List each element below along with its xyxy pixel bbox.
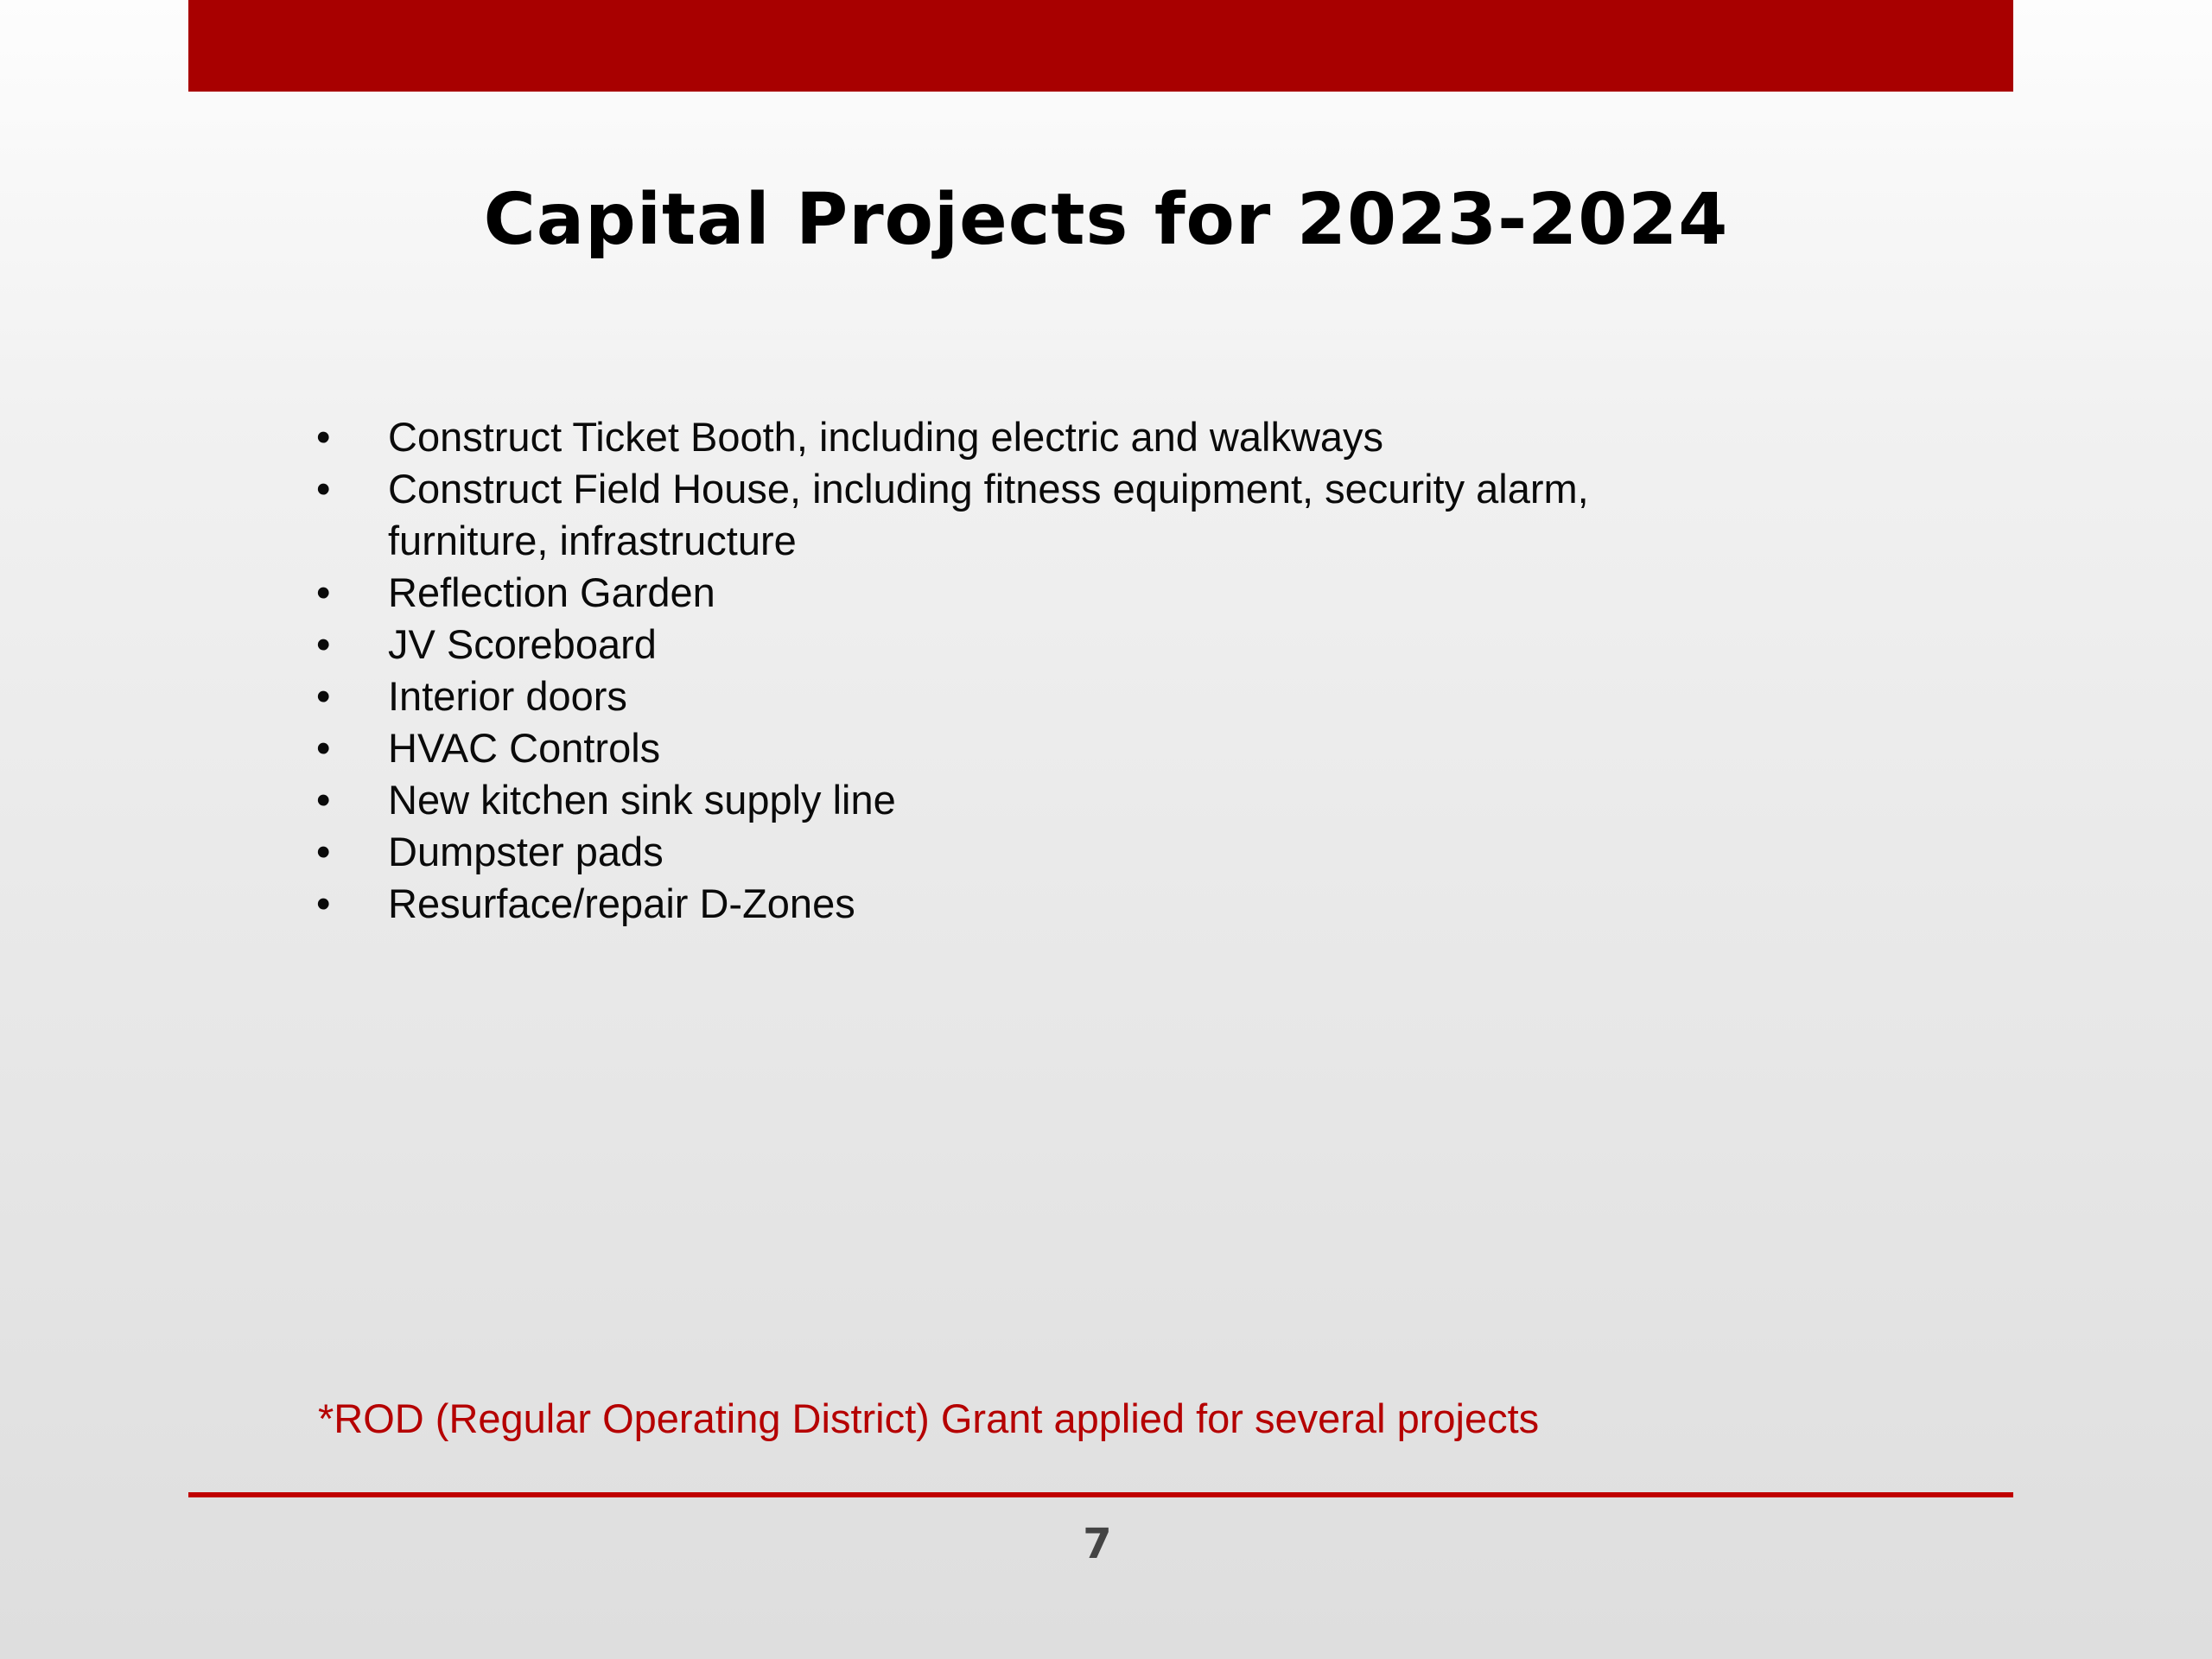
list-item-text: Resurface/repair D-Zones (388, 880, 855, 926)
page-number: 7 (1083, 1520, 1112, 1568)
list-item-text: Dumpster pads (388, 829, 664, 874)
list-item (311, 774, 1780, 826)
list-item (311, 619, 1780, 671)
bullet-icon: • (316, 466, 331, 512)
list-item (311, 671, 1780, 722)
bullet-icon: • (316, 777, 331, 823)
list-item-text: Construct Ticket Booth, including electric and walkways (388, 414, 1384, 460)
list-item (311, 826, 1780, 878)
bullet-icon: • (316, 673, 331, 719)
list-item-text: JV Scoreboard (388, 621, 657, 667)
list-item-text: HVAC Controls (388, 725, 661, 771)
list-item (311, 411, 1780, 463)
list-item (311, 567, 1780, 619)
bullet-icon: • (316, 725, 331, 771)
project-list (311, 411, 1780, 930)
slide-title: Capital Projects for 2023-2024 (483, 179, 1729, 261)
list-item-text: Construct Field House, including fitness equipment, security alarm, furniture, infrastructure (388, 466, 1589, 563)
bullet-icon: • (316, 569, 331, 615)
header-accent-bar (188, 0, 2013, 92)
grant-footnote: *ROD (Regular Operating District) Grant applied for several projects (318, 1395, 1540, 1441)
list-item (311, 722, 1780, 774)
bullet-icon: • (316, 621, 331, 667)
bullet-icon: • (316, 414, 331, 460)
list-item (311, 463, 1780, 567)
list-item (311, 878, 1780, 930)
list-item-text: New kitchen sink supply line (388, 777, 896, 823)
footer-divider (188, 1492, 2013, 1497)
bullet-icon: • (316, 829, 331, 874)
list-item-text: Interior doors (388, 673, 627, 719)
list-item-text: Reflection Garden (388, 569, 715, 615)
bullet-icon: • (316, 880, 331, 926)
